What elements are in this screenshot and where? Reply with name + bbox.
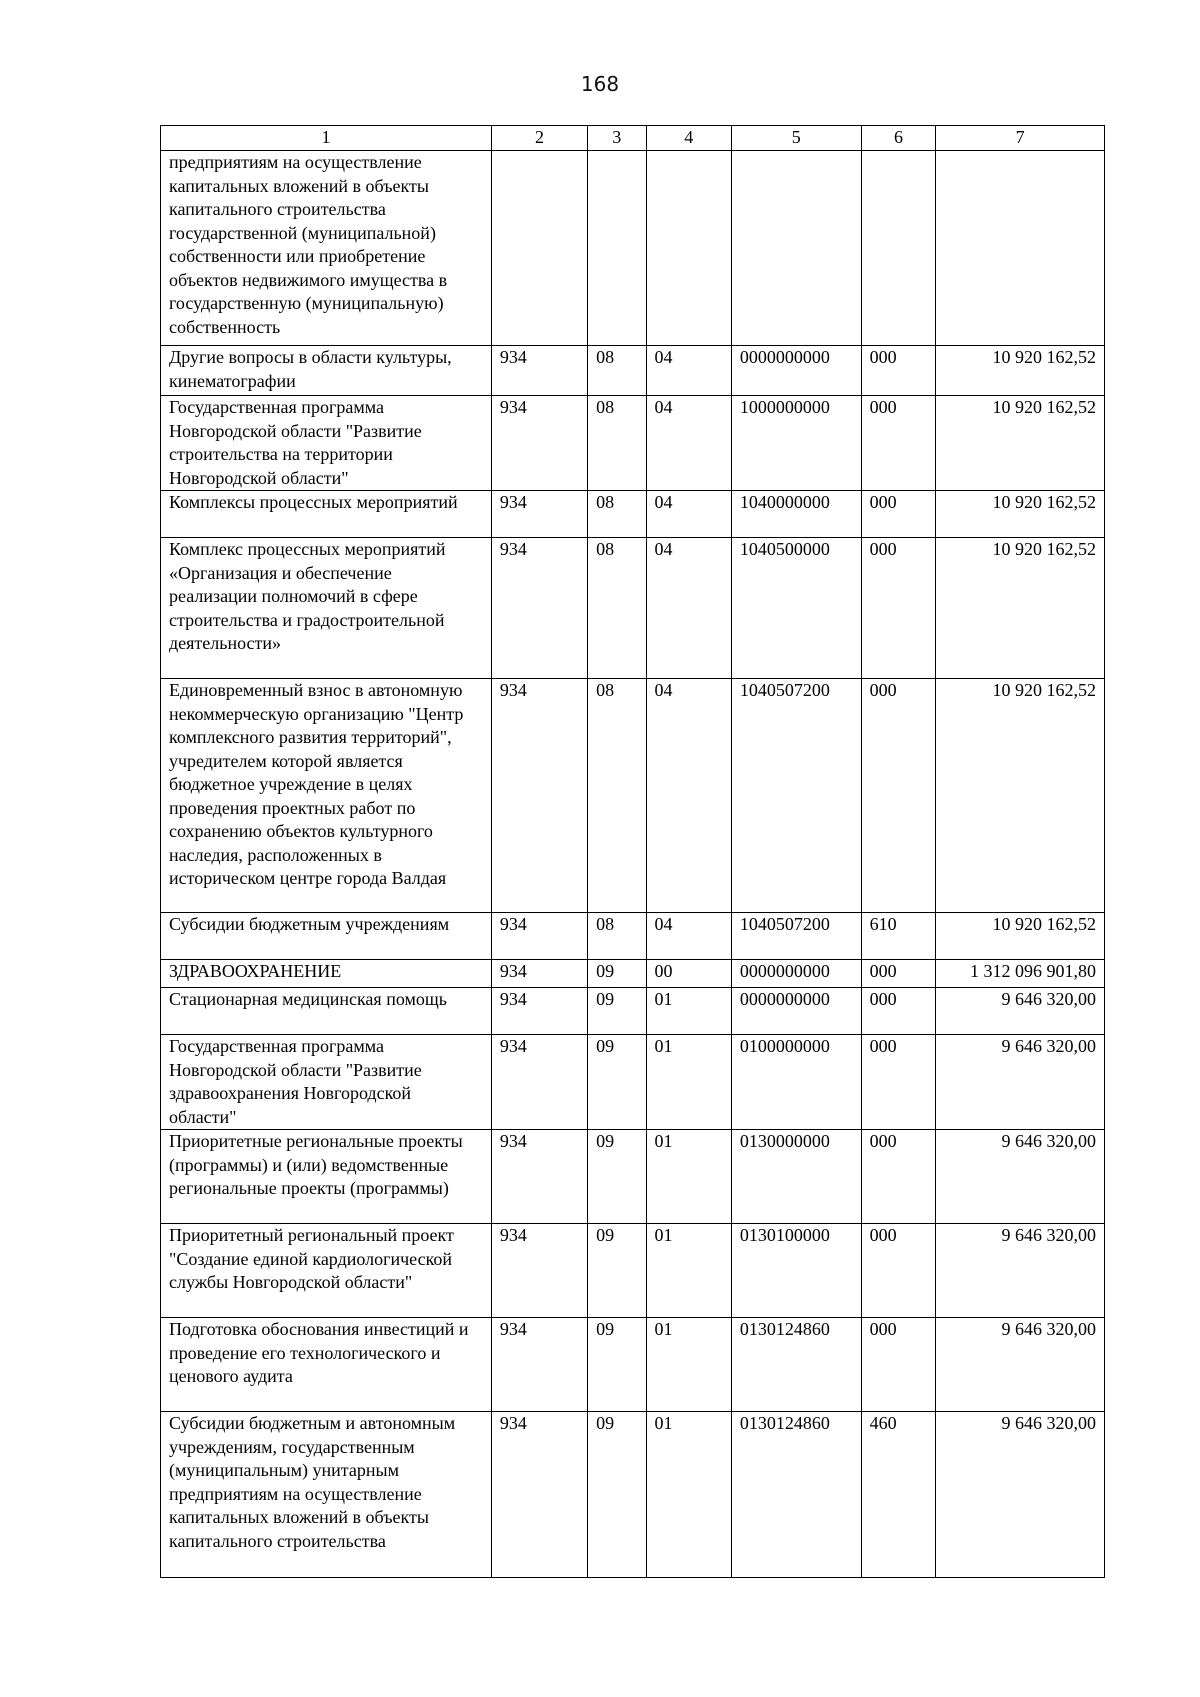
row-col-4: 01 xyxy=(646,988,731,1035)
row-amount: 1 312 096 901,80 xyxy=(936,960,1105,988)
row-col-6 xyxy=(861,151,936,346)
row-col-4: 04 xyxy=(646,346,731,396)
row-col-5: 0000000000 xyxy=(731,960,861,988)
table-row xyxy=(161,1224,1105,1318)
row-name: предприятиям на осуществление капитальных вложений в объекты капитального строительства государственной (муниципальной) собственности или приобретение объектов недвижимого имущества в государственную (муниципальную) собственность xyxy=(161,151,492,346)
row-col-3: 08 xyxy=(588,346,646,396)
table-row xyxy=(161,1130,1105,1224)
row-col-2: 934 xyxy=(491,1224,587,1318)
table-row xyxy=(161,988,1105,1035)
row-col-3: 09 xyxy=(588,960,646,988)
row-amount: 9 646 320,00 xyxy=(936,1224,1105,1318)
row-col-2: 934 xyxy=(491,913,587,960)
budget-table xyxy=(160,125,1105,1578)
row-col-3: 09 xyxy=(588,1130,646,1224)
row-col-3: 08 xyxy=(588,538,646,679)
row-col-5: 0130100000 xyxy=(731,1224,861,1318)
row-col-4: 04 xyxy=(646,491,731,538)
row-col-2: 934 xyxy=(491,346,587,396)
row-name: Комплекс процессных мероприятий «Организация и обеспечение реализации полномочий в сфере строительства и градостроительной деятельности» xyxy=(161,538,492,679)
row-col-6: 460 xyxy=(861,1412,936,1578)
row-col-3: 09 xyxy=(588,1318,646,1412)
page-number: 168 xyxy=(580,72,620,96)
row-col-2: 934 xyxy=(491,679,587,913)
row-col-5 xyxy=(731,151,861,346)
row-col-6: 000 xyxy=(861,679,936,913)
header-col-3: 3 xyxy=(588,126,646,151)
row-col-5: 0000000000 xyxy=(731,346,861,396)
row-name: Приоритетный региональный проект "Создание единой кардиологической службы Новгородской области" xyxy=(161,1224,492,1318)
row-name: ЗДРАВООХРАНЕНИЕ xyxy=(161,960,492,988)
row-col-6: 000 xyxy=(861,960,936,988)
row-col-2: 934 xyxy=(491,1318,587,1412)
row-col-3: 09 xyxy=(588,1412,646,1578)
table-row xyxy=(161,679,1105,913)
row-col-6: 000 xyxy=(861,1035,936,1130)
row-amount: 10 920 162,52 xyxy=(936,346,1105,396)
table-row xyxy=(161,151,1105,346)
row-name: Комплексы процессных мероприятий xyxy=(161,491,492,538)
row-col-6: 000 xyxy=(861,538,936,679)
row-col-6: 000 xyxy=(861,491,936,538)
row-col-3: 09 xyxy=(588,1224,646,1318)
row-col-6: 000 xyxy=(861,1318,936,1412)
row-col-4: 01 xyxy=(646,1412,731,1578)
row-col-6: 000 xyxy=(861,1224,936,1318)
row-col-3: 09 xyxy=(588,988,646,1035)
header-row xyxy=(161,126,1105,151)
row-name: Субсидии бюджетным учреждениям xyxy=(161,913,492,960)
row-col-6: 000 xyxy=(861,1130,936,1224)
row-name: Стационарная медицинская помощь xyxy=(161,988,492,1035)
row-col-4: 01 xyxy=(646,1130,731,1224)
row-name: Приоритетные региональные проекты (программы) и (или) ведомственные региональные проекты (программы) xyxy=(161,1130,492,1224)
table-row xyxy=(161,1412,1105,1578)
row-col-4: 04 xyxy=(646,396,731,491)
row-col-2: 934 xyxy=(491,1130,587,1224)
row-col-4: 01 xyxy=(646,1035,731,1130)
row-amount: 10 920 162,52 xyxy=(936,679,1105,913)
header-col-2: 2 xyxy=(491,126,587,151)
row-amount: 9 646 320,00 xyxy=(936,1130,1105,1224)
table-row xyxy=(161,396,1105,491)
row-col-2: 934 xyxy=(491,988,587,1035)
row-col-2: 934 xyxy=(491,1412,587,1578)
header-col-4: 4 xyxy=(646,126,731,151)
row-col-4: 04 xyxy=(646,679,731,913)
row-amount: 9 646 320,00 xyxy=(936,1035,1105,1130)
row-col-5: 0130124860 xyxy=(731,1318,861,1412)
row-col-3 xyxy=(588,151,646,346)
table-row xyxy=(161,491,1105,538)
row-col-5: 1040500000 xyxy=(731,538,861,679)
row-col-6: 000 xyxy=(861,396,936,491)
header-col-5: 5 xyxy=(731,126,861,151)
row-col-5: 1000000000 xyxy=(731,396,861,491)
row-col-4 xyxy=(646,151,731,346)
row-col-3: 08 xyxy=(588,491,646,538)
row-col-5: 0000000000 xyxy=(731,988,861,1035)
row-amount: 10 920 162,52 xyxy=(936,491,1105,538)
row-col-5: 1040507200 xyxy=(731,913,861,960)
row-col-5: 1040507200 xyxy=(731,679,861,913)
row-name: Единовременный взнос в автономную некоммерческую организацию "Центр комплексного развития территорий", учредителем которой является бюджетное учреждение в целях проведения проектных работ по сохранению объектов культурного наследия, расположенных в историческом центре города Валдая xyxy=(161,679,492,913)
row-col-6: 610 xyxy=(861,913,936,960)
row-col-3: 08 xyxy=(588,679,646,913)
table-row xyxy=(161,960,1105,988)
row-col-5: 0130000000 xyxy=(731,1130,861,1224)
row-col-2: 934 xyxy=(491,538,587,679)
row-col-4: 04 xyxy=(646,913,731,960)
row-col-2: 934 xyxy=(491,396,587,491)
row-col-4: 00 xyxy=(646,960,731,988)
table-row xyxy=(161,346,1105,396)
table-row xyxy=(161,1035,1105,1130)
row-amount: 10 920 162,52 xyxy=(936,396,1105,491)
row-col-6: 000 xyxy=(861,988,936,1035)
row-amount xyxy=(936,151,1105,346)
row-col-5: 0130124860 xyxy=(731,1412,861,1578)
row-col-6: 000 xyxy=(861,346,936,396)
row-col-2: 934 xyxy=(491,1035,587,1130)
row-col-2 xyxy=(491,151,587,346)
header-col-1: 1 xyxy=(161,126,492,151)
table-row xyxy=(161,913,1105,960)
row-col-5: 0100000000 xyxy=(731,1035,861,1130)
row-col-2: 934 xyxy=(491,491,587,538)
table-row xyxy=(161,538,1105,679)
row-amount: 10 920 162,52 xyxy=(936,538,1105,679)
row-col-4: 01 xyxy=(646,1224,731,1318)
row-col-2: 934 xyxy=(491,960,587,988)
row-col-4: 04 xyxy=(646,538,731,679)
row-amount: 9 646 320,00 xyxy=(936,1412,1105,1578)
row-amount: 9 646 320,00 xyxy=(936,988,1105,1035)
row-col-3: 08 xyxy=(588,913,646,960)
row-name: Государственная программа Новгородской области "Развитие строительства на территории Новгородской области" xyxy=(161,396,492,491)
row-col-3: 09 xyxy=(588,1035,646,1130)
row-col-3: 08 xyxy=(588,396,646,491)
header-col-6: 6 xyxy=(861,126,936,151)
table-row xyxy=(161,1318,1105,1412)
row-col-5: 1040000000 xyxy=(731,491,861,538)
row-name: Другие вопросы в области культуры, кинематографии xyxy=(161,346,492,396)
row-name: Подготовка обоснования инвестиций и проведение его технологического и ценового аудита xyxy=(161,1318,492,1412)
row-name: Субсидии бюджетным и автономным учреждениям, государственным (муниципальным) унитарным предприятиям на осуществление капитальных вложений в объекты капитального строительства xyxy=(161,1412,492,1578)
row-name: Государственная программа Новгородской области "Развитие здравоохранения Новгородской области" xyxy=(161,1035,492,1130)
header-col-7: 7 xyxy=(936,126,1105,151)
row-amount: 10 920 162,52 xyxy=(936,913,1105,960)
row-amount: 9 646 320,00 xyxy=(936,1318,1105,1412)
row-col-4: 01 xyxy=(646,1318,731,1412)
